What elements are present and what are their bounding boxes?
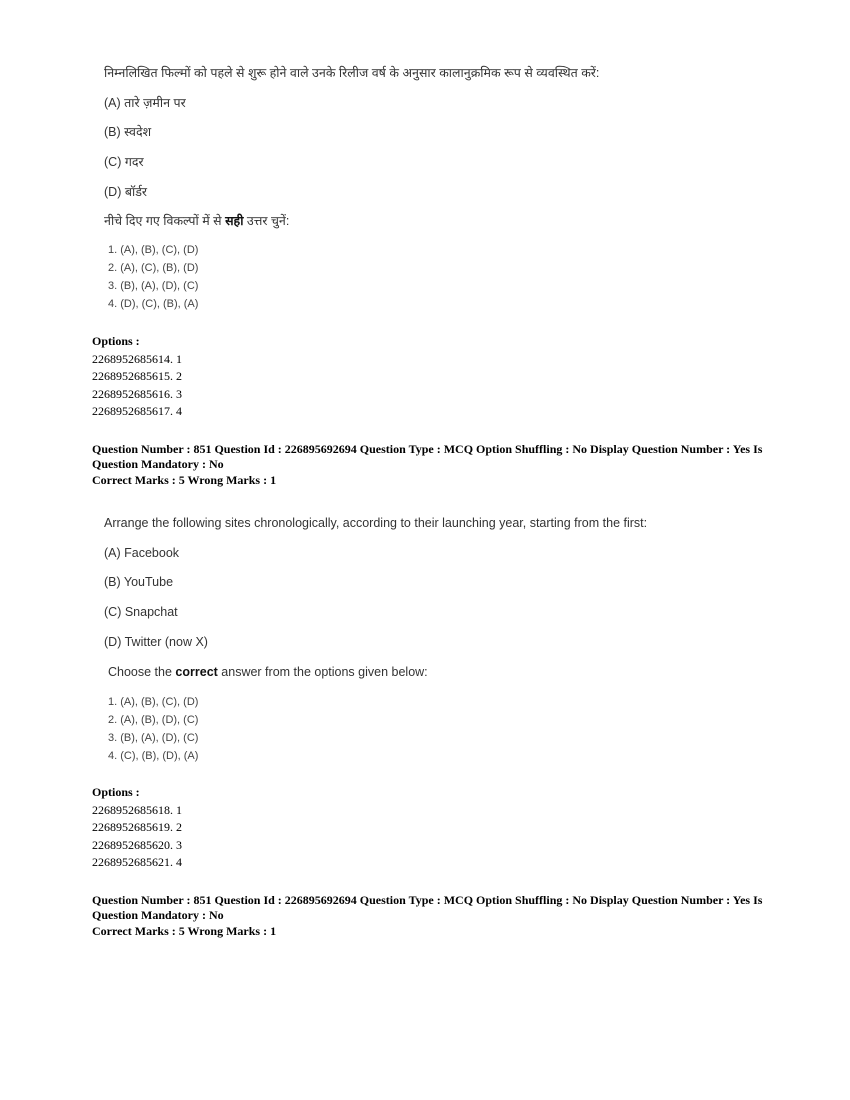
question-1-answer-1: 1. (A), (B), (C), (D) — [108, 244, 199, 256]
question-header-1-line1: Question Number : 851 Question Id : 226895692694 Question Type : MCQ Option Shuffling : No Display Question Number : Yes Is — [92, 442, 763, 456]
question-2-options-label: Options : — [92, 785, 140, 799]
question-1-instruction — [104, 212, 289, 229]
question-1-answer-4: 4. (D), (C), (B), (A) — [108, 298, 199, 310]
question-1-item-b: (B) स्वदेश — [104, 125, 152, 139]
question-header-1-line3: Correct Marks : 5 Wrong Marks : 1 — [92, 473, 277, 487]
question-2-instruction — [108, 665, 428, 679]
question-2-item-d: (D) Twitter (now X) — [104, 635, 208, 649]
question-2-instruction-bold: correct — [175, 665, 218, 679]
question-1-instruction-bold: सही — [225, 214, 244, 228]
question-2-answer-2: 2. (A), (B), (D), (C) — [108, 714, 199, 726]
question-2-item-c: (C) Snapchat — [104, 605, 178, 619]
question-2-option-3: 2268952685620. 3 — [92, 837, 182, 852]
question-1-instruction-pre: नीचे दिए गए विकल्पों में से — [104, 214, 226, 228]
question-1-option-4: 2268952685617. 4 — [92, 404, 182, 418]
question-header-2-line1: Question Number : 851 Question Id : 226895692694 Question Type : MCQ Option Shuffling : No Display Question Number : Yes Is — [92, 893, 763, 907]
question-1-prompt: निम्नलिखित फिल्मों को पहले से शुरू होने वाले उनके रिलीज वर्ष के अनुसार कालानुक्रमिक रूप से व्यवस्थित करें: — [104, 66, 600, 80]
question-1-item-a: (A) तारे ज़मीन पर — [104, 96, 186, 110]
question-2-prompt: Arrange the following sites chronologically, according to their launching year, starting from the first: — [104, 516, 648, 530]
question-header-2-line3: Correct Marks : 5 Wrong Marks : 1 — [92, 924, 277, 938]
question-2-item-b: (B) YouTube — [104, 575, 174, 589]
question-2-option-2: 2268952685619. 2 — [92, 820, 182, 834]
question-2-answer-3: 3. (B), (A), (D), (C) — [108, 732, 199, 744]
question-header-2 — [92, 893, 772, 939]
question-1-item-c: (C) गदर — [104, 155, 144, 169]
question-1-item-d: (D) बॉर्डर — [104, 185, 148, 199]
question-2-answer-4: 4. (C), (B), (D), (A) — [108, 750, 199, 762]
question-2-answer-1: 1. (A), (B), (C), (D) — [108, 696, 199, 708]
question-1-answer-2: 2. (A), (C), (B), (D) — [108, 262, 199, 274]
question-2-option-4: 2268952685621. 4 — [92, 855, 182, 869]
question-1-answer-list — [108, 241, 198, 313]
question-1-answer-3: 3. (B), (A), (D), (C) — [108, 280, 199, 292]
question-2-option-1: 2268952685618. 1 — [92, 802, 182, 817]
question-2-options — [92, 784, 182, 872]
question-2-instruction-pre: Choose the — [108, 665, 176, 679]
question-1-instruction-post: उत्तर चुनें: — [243, 214, 290, 228]
question-header-1-line2: Question Mandatory : No — [92, 457, 224, 471]
question-1-option-3: 2268952685616. 3 — [92, 386, 182, 401]
question-1-option-1: 2268952685614. 1 — [92, 351, 182, 366]
question-1-options-label: Options : — [92, 334, 140, 348]
question-1-option-2: 2268952685615. 2 — [92, 369, 182, 383]
question-header-1 — [92, 442, 772, 488]
question-2-answer-list — [108, 693, 198, 765]
question-header-2-line2: Question Mandatory : No — [92, 908, 224, 922]
question-1-options — [92, 333, 182, 421]
question-2-instruction-post: answer from the options given below: — [217, 665, 428, 679]
question-2-item-a: (A) Facebook — [104, 546, 180, 560]
